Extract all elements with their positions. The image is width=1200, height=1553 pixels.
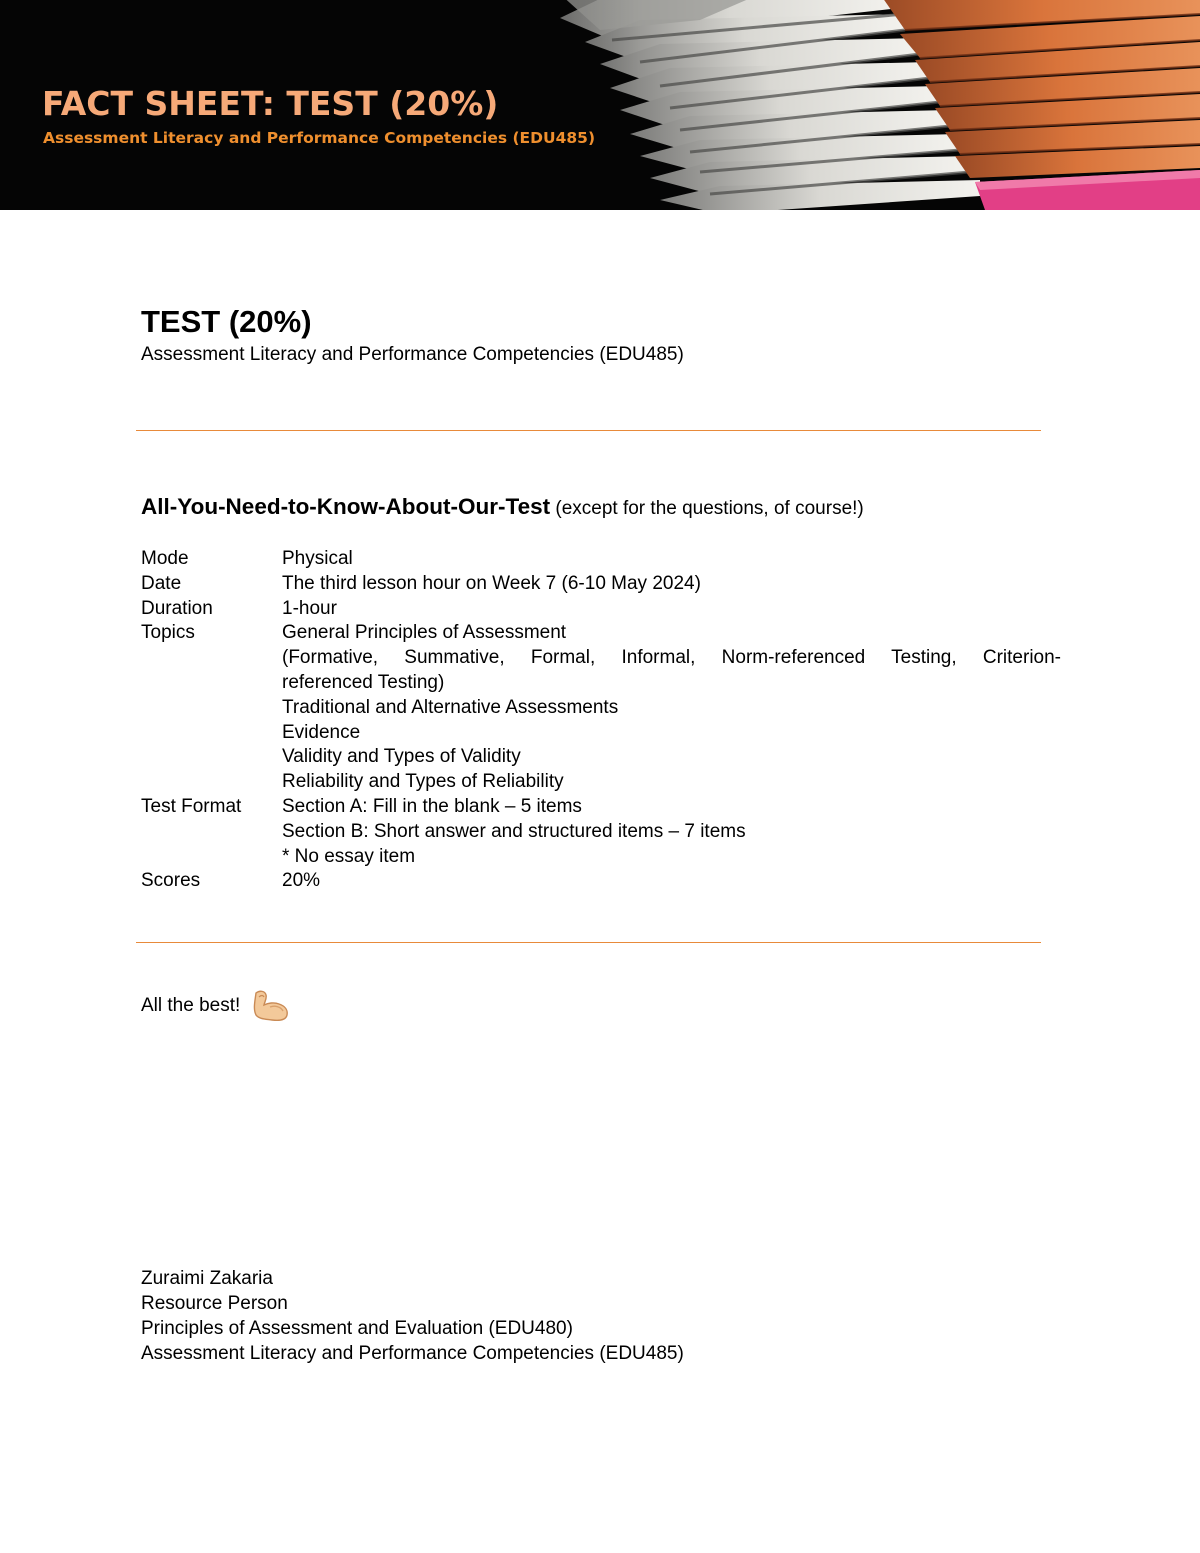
detail-row-duration bbox=[141, 597, 1061, 622]
topic-item: Reliability and Types of Reliability bbox=[282, 771, 564, 793]
detail-value: 20% bbox=[282, 870, 321, 892]
detail-row-date bbox=[141, 572, 1061, 597]
detail-label: Scores bbox=[141, 870, 201, 892]
divider-top bbox=[136, 430, 1041, 431]
detail-row-scores bbox=[141, 869, 1061, 894]
format-item: Section A: Fill in the blank – 5 items bbox=[282, 795, 582, 817]
page-title: TEST (20%) bbox=[141, 304, 312, 339]
topic-item: Validity and Types of Validity bbox=[282, 746, 521, 768]
banner-title: FACT SHEET: TEST (20%) bbox=[42, 84, 499, 123]
detail-label: Test Format bbox=[141, 795, 242, 817]
detail-label: Duration bbox=[141, 597, 213, 619]
details-list bbox=[141, 547, 1061, 894]
signature-course: Assessment Literacy and Performance Competencies (EDU485) bbox=[141, 1343, 684, 1364]
signature-name: Zuraimi Zakaria bbox=[141, 1268, 273, 1289]
signature-course: Principles of Assessment and Evaluation (EDU480) bbox=[141, 1318, 573, 1339]
detail-label: Mode bbox=[141, 548, 189, 569]
signature-block bbox=[141, 1266, 684, 1366]
format-list bbox=[282, 795, 1061, 869]
page-subtitle: Assessment Literacy and Performance Competencies (EDU485) bbox=[141, 344, 684, 365]
header-banner bbox=[0, 0, 1200, 210]
topic-item: referenced Testing) bbox=[282, 671, 445, 693]
section-heading-text: All-You-Need-to-Know-About-Our-Test bbox=[141, 494, 551, 519]
topics-list bbox=[282, 621, 1061, 795]
detail-row-mode bbox=[141, 547, 1061, 572]
topic-item: Traditional and Alternative Assessments bbox=[282, 696, 619, 718]
section-heading bbox=[141, 493, 864, 523]
detail-label: Topics bbox=[141, 622, 195, 644]
closing-text: All the best! bbox=[141, 995, 241, 1016]
detail-value: 1-hour bbox=[282, 597, 337, 619]
detail-value: The third lesson hour on Week 7 (6-10 May 2024) bbox=[282, 572, 701, 594]
flexed-biceps-icon bbox=[250, 989, 290, 1023]
detail-row-test-format bbox=[141, 795, 1061, 869]
topic-item: (Formative, Summative, Formal, Informal, Norm-referenced Testing, Criterion- bbox=[282, 647, 1061, 669]
closing-line bbox=[141, 988, 290, 1024]
topic-item: General Principles of Assessment bbox=[282, 622, 567, 644]
format-item: Section B: Short answer and structured items – 7 items bbox=[282, 820, 746, 842]
detail-label: Date bbox=[141, 572, 182, 594]
signature-role: Resource Person bbox=[141, 1293, 288, 1314]
topic-item: Evidence bbox=[282, 721, 361, 743]
section-heading-note: (except for the questions, of course!) bbox=[550, 498, 864, 519]
divider-bottom bbox=[136, 942, 1041, 943]
banner-subtitle: Assessment Literacy and Performance Competencies (EDU485) bbox=[43, 129, 596, 147]
detail-value: Physical bbox=[282, 548, 353, 569]
detail-row-topics bbox=[141, 621, 1061, 795]
format-item: * No essay item bbox=[282, 845, 416, 867]
